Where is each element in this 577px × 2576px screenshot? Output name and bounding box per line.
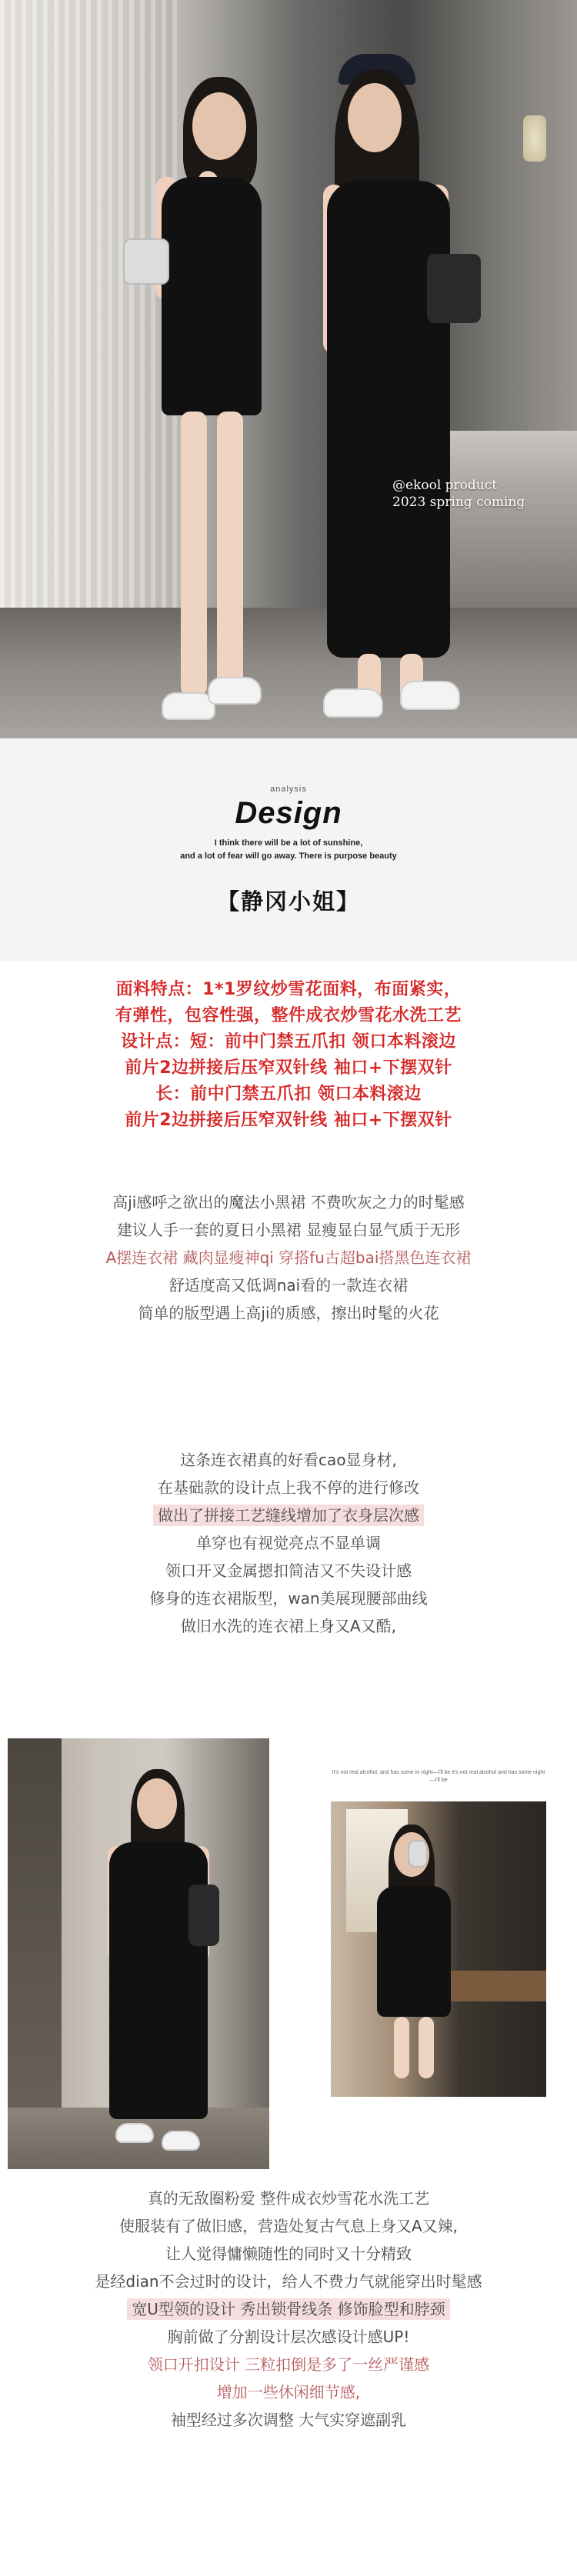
description-line-highlight: 做出了拼接工艺缝线增加了衣身层次感 <box>153 1505 424 1526</box>
description-line: 单穿也有视觉亮点不显单调 <box>196 1534 381 1552</box>
watermark-line-1: @ekool product <box>392 478 498 493</box>
photo-caption: It's not real alcohol, and has some in night—I'll be it's not real alcohol and has some night—I'll be <box>332 1770 545 1783</box>
wall-lamp <box>523 115 546 162</box>
description-line: 这条连衣裙真的好看cao显身材, <box>180 1451 397 1469</box>
spec-line: 前片2边拼接后压窄双针线 袖口+下摆双针 <box>125 1058 452 1078</box>
description-line: 高ji感呼之欲出的魔法小黑裙 不费吹灰之力的时髦感 <box>112 1193 465 1211</box>
description-line: 修身的连衣裙版型，wan美展现腰部曲线 <box>149 1589 428 1608</box>
description-line-highlight: 宽U型领的设计 秀出锁骨线条 修饰脸型和脖颈 <box>127 2298 449 2320</box>
fabric-specs <box>0 977 577 1134</box>
spec-line: 面料特点：1*1罗纹炒雪花面料，布面紧实， <box>115 980 462 999</box>
watermark-line-2: 2023 spring coming <box>392 495 525 510</box>
hero-photo <box>0 0 577 738</box>
description-block-3 <box>0 2184 577 2434</box>
description-line: 做旧水洗的连衣裙上身又A又酷, <box>180 1617 397 1635</box>
description-block-2 <box>0 1446 577 1640</box>
spec-line: 前片2边拼接后压窄双针线 袖口+下摆双针 <box>125 1111 452 1130</box>
description-line: 领口开叉金属摁扣简洁又不失设计感 <box>165 1561 412 1580</box>
collection-subtitle: 【静冈小姐】 <box>216 888 360 915</box>
floor <box>0 608 577 738</box>
spec-line: 设计点：短：前中门禁五爪扣 领口本料滚边 <box>121 1032 456 1051</box>
description-line: 建议人手一套的夏日小黑裙 显瘦显白显气质于无形 <box>116 1221 461 1239</box>
description-line: 领口开扣设计 三粒扣倒是多了一丝严谨感 <box>147 2355 430 2374</box>
description-line: 真的无敌圈粉爱 整件成衣炒雪花水洗工艺 <box>147 2189 430 2208</box>
description-line: A摆连衣裙 藏肉显瘦神qi 穿搭fu古超bai搭黑色连衣裙 <box>105 1248 472 1267</box>
description-block-1 <box>0 1188 577 1327</box>
description-line: 让人觉得慵懒随性的同时又十分精致 <box>165 2244 412 2263</box>
description-line: 增加一些休闲细节感, <box>216 2383 361 2401</box>
description-line: 是经dian不会过时的设计，给人不费力气就能穿出时髦感 <box>95 2272 482 2291</box>
description-line: 在基础款的设计点上我不停的进行修改 <box>158 1478 419 1497</box>
quote-line-1: I think there will be a lot of sunshine, <box>214 838 363 848</box>
model-left <box>115 62 285 723</box>
spec-line: 有弹性，包容性强，整件成衣炒雪花水洗工艺 <box>115 1006 462 1025</box>
mirror-selfie-card <box>331 1769 546 2108</box>
model-photo-full-length <box>8 1738 269 2169</box>
quote-line-2: and a lot of fear will go away. There is purpose beauty <box>180 851 397 861</box>
design-title: Design <box>235 796 342 830</box>
design-banner <box>0 738 577 961</box>
hero-watermark <box>392 477 525 511</box>
door <box>8 1738 62 2169</box>
description-line: 简单的版型遇上高ji的质感，擦出时髦的火花 <box>138 1304 439 1322</box>
model-right <box>292 54 485 731</box>
spec-line: 长：前中门禁五爪扣 领口本料滚边 <box>155 1085 422 1104</box>
mirror-selfie-photo <box>331 1801 546 2097</box>
description-line: 胸前做了分割设计层次感设计感UP! <box>167 2328 410 2346</box>
description-line: 舒适度高又低调nai看的一款连衣裙 <box>168 1276 409 1295</box>
description-line: 袖型经过多次调整 大气实穿遮副乳 <box>170 2411 407 2429</box>
description-line: 使服装有了做旧感，营造处复古气息上身又A又辣, <box>118 2217 459 2235</box>
analysis-label: analysis <box>270 785 307 794</box>
